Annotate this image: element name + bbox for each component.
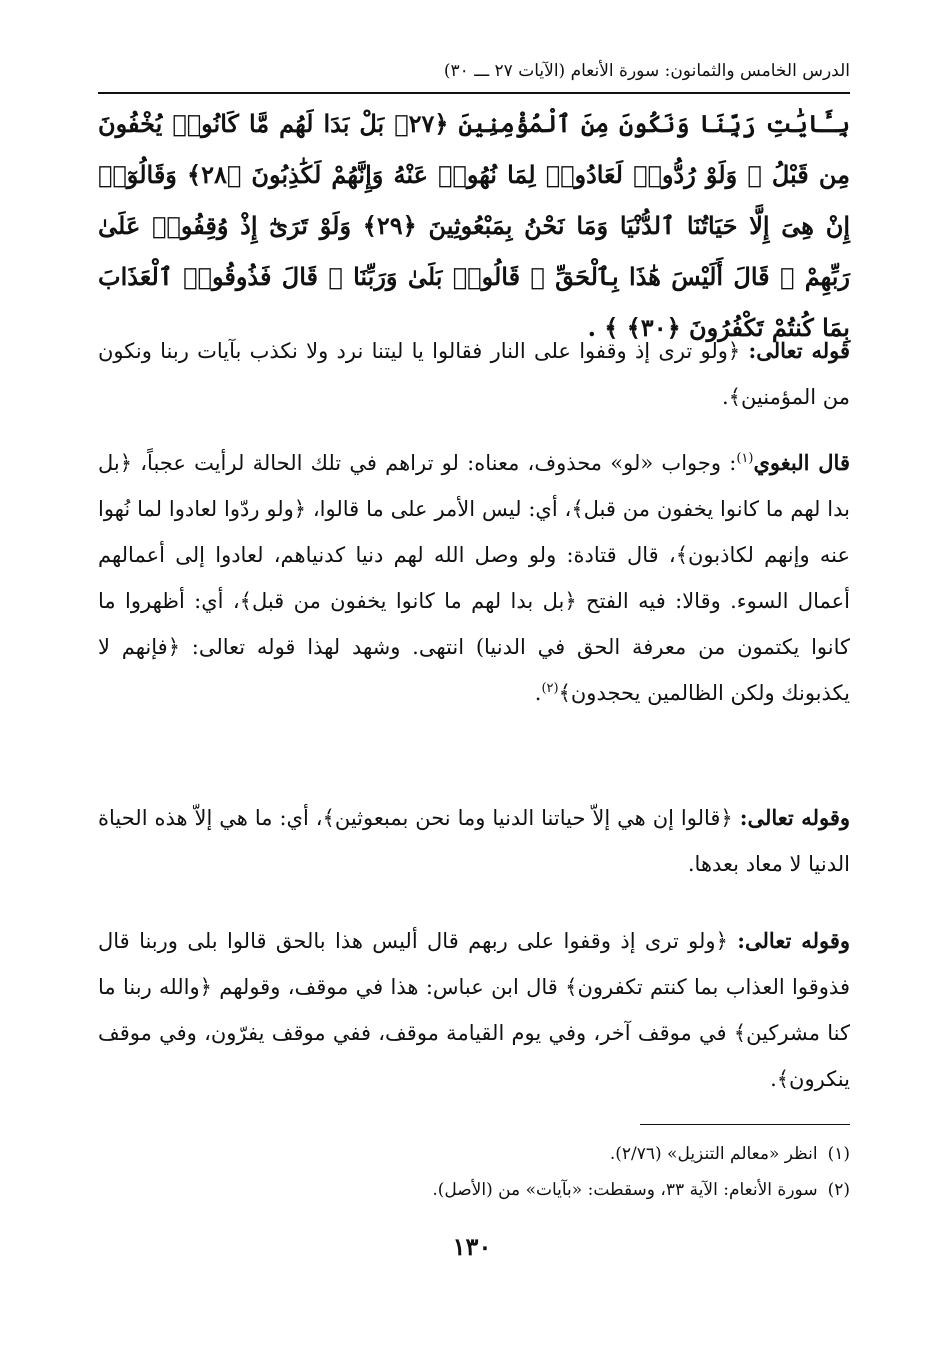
paragraph-text: ﴿ولو ترى إذ وقفوا على النار فقالوا يا ليتنا نرد ولا نكذب بآيات ربنا ونكون من المؤمنين﴾. (98, 339, 850, 409)
paragraph-text: : وجواب «لو» محذوف، معناه: لو تراهم في تلك الحالة لرأيت عجباً، ﴿بل بدا لهم ما كانوا يخفون من قبل﴾، أي: ليس الأمر على ما قالوا، ﴿ولو ردّوا لعادوا لما نُهوا عنه وإنهم لكاذبون﴾، قال قتادة: ولو وصل الله لهم دنيا كدنياهم، لعادوا إلى أعمالهم أعمال السوء. وقالا: فيه الفتح ﴿بل بدا لهم ما كانوا يخفون من قبل﴾، أي: أظهروا ما كانوا يكتمون من معرفة الحق في الدنيا) انتهى. وشهد لهذا قوله تعالى: ﴿فإنهم لا يكذبونك ولكن الظالمين يحجدون﴾ (98, 451, 850, 705)
paragraph-2 (98, 440, 850, 716)
running-header: الدرس الخامس والثمانون: سورة الأنعام (الآيات ٢٧ ـــ ٣٠) (443, 61, 850, 81)
footnote-number: (١) (827, 1144, 850, 1164)
footnote-text: سورة الأنعام: الآية ٣٣، وسقطت: «بآيات» من (الأصل). (432, 1180, 818, 1200)
header-divider (98, 92, 850, 94)
footnote-ref-2[interactable]: (٢) (541, 681, 559, 696)
footnote-1 (98, 1136, 850, 1172)
quran-verses-block: بِـَٔايَٰتِ رَبِّنَا وَنَكُونَ مِنَ ٱلْمُؤْمِنِينَ ﴿٢٧﴾ بَلْ بَدَا لَهُم مَّا كَانُوا۟ يُخْفُونَ مِن قَبْلُ ۖ وَلَوْ رُدُّوا۟ لَعَادُوا۟ لِمَا نُهُوا۟ عَنْهُ وَإِنَّهُمْ لَكَٰذِبُونَ ﴿٢٨﴾ وَقَالُوٓا۟ إِنْ هِىَ إِلَّا حَيَاتُنَا ٱلدُّنْيَا وَمَا نَحْنُ بِمَبْعُوثِينَ ﴿٢٩﴾ وَلَوْ تَرَىٰٓ إِذْ وُقِفُوا۟ عَلَىٰ رَبِّهِمْ ۚ قَالَ أَلَيْسَ هَٰذَا بِٱلْحَقِّ ۚ قَالُوا۟ بَلَىٰ وَرَبِّنَا ۚ قَالَ فَذُوقُوا۟ ٱلْعَذَابَ بِمَا كُنتُمْ تَكْفُرُونَ ﴿٣٠﴾ ﴾ . (98, 109, 851, 342)
footnote-2 (98, 1172, 850, 1208)
paragraph-text: ﴿قالوا إن هي إلاّ حياتنا الدنيا وما نحن بمبعوثين﴾، أي: ما هي إلاّ هذه الحياة الدنيا لا معاد بعدها. (98, 806, 850, 876)
page-number: ١٣٠ (452, 1232, 492, 1261)
paragraph-tail: . (534, 681, 542, 705)
paragraph-4 (98, 918, 850, 1102)
footnote-text: انظر «معالم التنزيل» (٢/٧٦). (609, 1144, 818, 1164)
paragraph-lead: وقوله تعالى: (739, 805, 850, 830)
paragraph-lead: وقوله تعالى: (737, 928, 850, 953)
footnotes (98, 1136, 850, 1208)
footnote-number: (٢) (827, 1180, 850, 1200)
paragraph-text: ﴿ولو ترى إذ وقفوا على ربهم قال أليس هذا بالحق قالوا بلى وربنا قال فذوقوا العذاب بما كنتم تكفرون﴾ قال ابن عباس: هذا في موقف، وقولهم ﴿والله ربنا ما كنا مشركين﴾ في موقف آخر، وفي يوم القيامة موقف، ففي موقف يفرّون، وفي موقف ينكرون﴾. (98, 929, 850, 1091)
footnote-ref-1[interactable]: (١) (736, 451, 754, 466)
paragraph-lead: قوله تعالى: (748, 338, 850, 363)
paragraph-3 (98, 795, 850, 887)
paragraph-lead: قال البغوي (753, 450, 850, 475)
footnote-divider (640, 1124, 850, 1125)
paragraph-1 (98, 328, 850, 420)
